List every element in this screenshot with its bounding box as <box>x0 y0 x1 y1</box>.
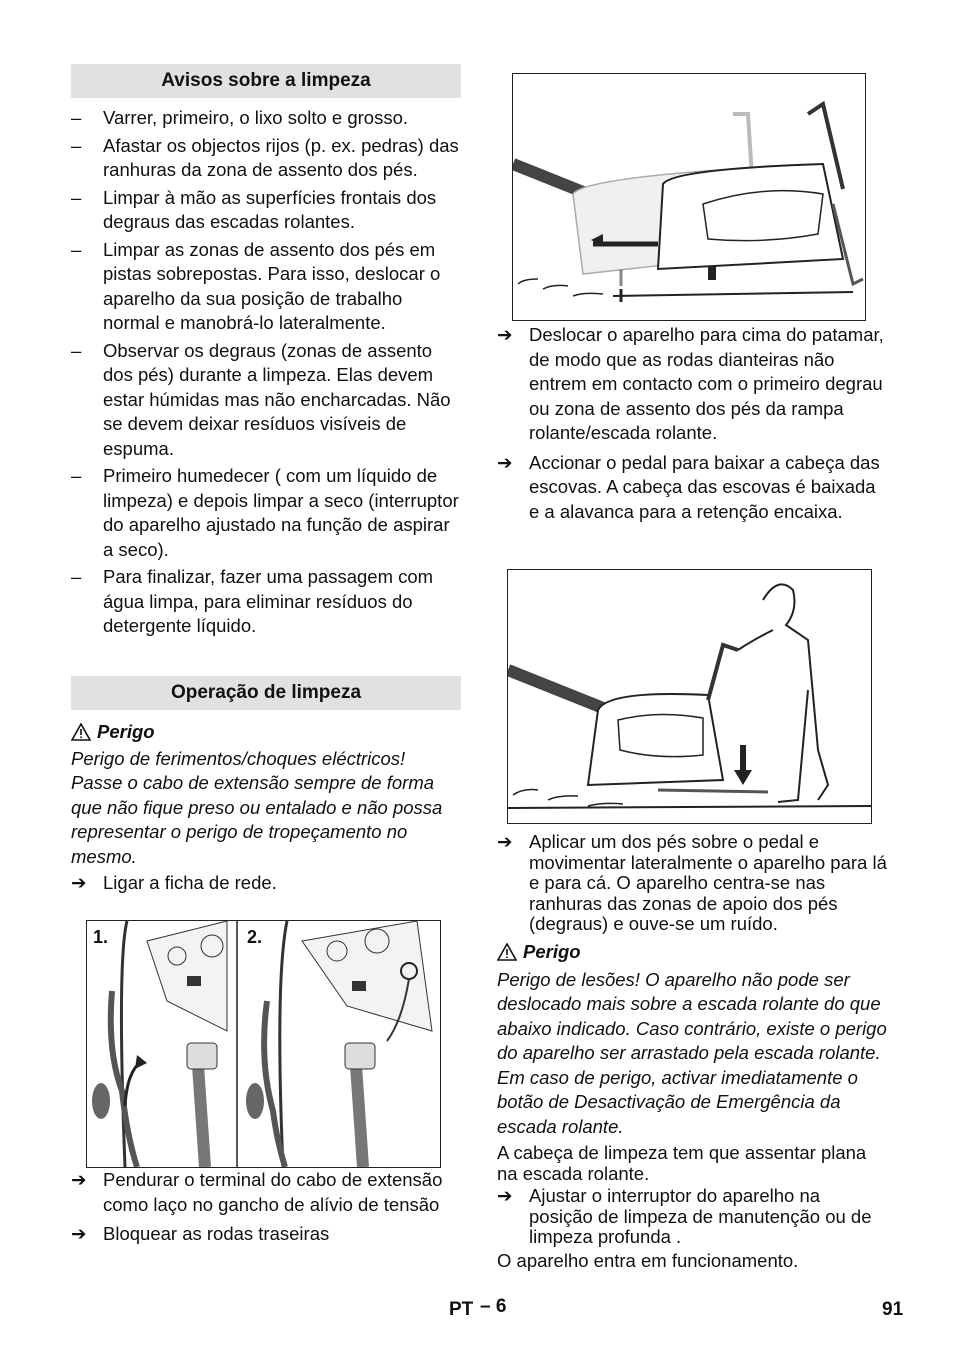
warning-block-1 <box>71 720 461 901</box>
step-text: Accionar o pedal para baixar a cabeça das escovas. A cabeça das escovas é baixada e a alavanca para a retenção encaixa. <box>529 451 880 522</box>
step-lock <box>71 1222 461 1247</box>
step-switch <box>497 1186 887 1248</box>
section-title-cleaning-notes: Avisos sobre a limpeza <box>71 64 461 98</box>
warning-text: Perigo de ferimentos/choques eléctricos! Passe o cabo de extensão sempre de forma que não fique preso ou entalado e não possa representar o perigo de tropeçamento no mesmo. <box>71 747 443 867</box>
warning-block-2 <box>497 940 887 1139</box>
warning-title: Perigo <box>523 941 581 962</box>
operator-pedal-illustration <box>508 570 871 823</box>
right-steps-1 <box>497 323 887 529</box>
warning-triangle-icon <box>497 943 517 961</box>
cleaning-notes-list <box>71 106 461 642</box>
section-title-cleaning-operation: Operação de limpeza <box>71 676 461 710</box>
figure-label-1: 1. <box>93 927 109 947</box>
list-item: – Limpar as zonas de assento dos pés em pistas sobrepostas. Para isso, deslocar o aparelho da sua posição de trabalho normal e manobrá-lo lateralmente. <box>71 238 461 336</box>
arrow-right-icon: ➔ <box>71 1223 87 1244</box>
arrow-right-icon: ➔ <box>497 1185 513 1206</box>
footer-page-number: 91 <box>882 1299 904 1320</box>
list-item: – Para finalizar, fazer uma passagem com água limpa, para eliminar resíduos do detergente líquido. <box>71 565 461 639</box>
figure-machine-landing <box>512 73 866 321</box>
list-item: – Limpar à mão as superfícies frontais dos degraus das escadas rolantes. <box>71 186 461 235</box>
warning-title: Perigo <box>97 721 155 742</box>
figure-operator-pedal <box>507 569 872 824</box>
warning-heading <box>71 720 461 745</box>
step-foot <box>497 832 887 935</box>
cable-hook-illustration <box>87 921 440 1167</box>
step-pedal <box>497 451 887 525</box>
arrow-right-icon: ➔ <box>71 872 87 893</box>
machine-landing-illustration <box>513 74 865 320</box>
list-item: – Varrer, primeiro, o lixo solto e grosso. <box>71 106 461 131</box>
step-text: Pendurar o terminal do cabo de extensão como laço no gancho de alívio de tensão <box>103 1169 443 1215</box>
step-text: Ajustar o interruptor do aparelho na posição de limpeza de manutenção ou de limpeza profunda . <box>529 1185 872 1247</box>
figure-label-2: 2. <box>247 927 263 947</box>
warning-triangle-icon <box>71 723 91 741</box>
step-text: Ligar a ficha de rede. <box>103 872 277 893</box>
list-item: – Primeiro humedecer ( com um líquido de limpeza) e depois limpar a seco (interruptor do aparelho ajustado na função de aspirar a seco). <box>71 464 461 562</box>
arrow-right-icon: ➔ <box>497 831 513 852</box>
arrow-right-icon: ➔ <box>497 451 513 473</box>
footer-language: PT <box>449 1299 474 1320</box>
steps-after-figure <box>71 1168 461 1252</box>
step-hang <box>71 1168 461 1217</box>
step-text: Bloquear as rodas traseiras <box>103 1223 330 1244</box>
right-steps-3 <box>497 1143 887 1271</box>
step-text: Aplicar um dos pés sobre o pedal e movimentar lateralmente o aparelho para lá e para cá. O aparelho centra-se nas ranhuras das zonas de apoio dos pés (degraus) e ouve-se um ruído. <box>529 831 887 934</box>
warning-text: Perigo de lesões! O aparelho não pode ser deslocado mais sobre a escada rolante do que abaixo indicado. Caso contrário, existe o perigo do aparelho ser arrastado pela escada rolante. Em caso de perigo, activar imediatamente o botão de Desactivação de Emergência da escada rolante. <box>497 968 887 1137</box>
result-text: O aparelho entra em funcionamento. <box>497 1249 799 1271</box>
list-item: – Afastar os objectos rijos (p. ex. pedras) das ranhuras da zona de assento dos pés. <box>71 134 461 183</box>
arrow-right-icon: ➔ <box>497 324 513 345</box>
step-move <box>497 323 887 446</box>
warning-heading <box>497 940 887 965</box>
footer-section-page: – 6 <box>480 1296 507 1317</box>
right-steps-2 <box>497 832 887 940</box>
arrow-right-icon: ➔ <box>71 1169 87 1190</box>
note-flat: A cabeça de limpeza tem que assentar plana na escada rolante. <box>497 1142 867 1184</box>
figure-cable-hook <box>86 920 441 1168</box>
list-item: – Observar os degraus (zonas de assento dos pés) durante a limpeza. Elas devem estar húmidas mas não encharcadas. Não se devem deixar resíduos visíveis de espuma. <box>71 339 461 462</box>
step-text: Deslocar o aparelho para cima do patamar, de modo que as rodas dianteiras não entrem em contacto com o primeiro degrau ou zona de assento dos pés da rampa rolante/escada rolante. <box>529 324 884 443</box>
step-plug <box>71 871 461 896</box>
